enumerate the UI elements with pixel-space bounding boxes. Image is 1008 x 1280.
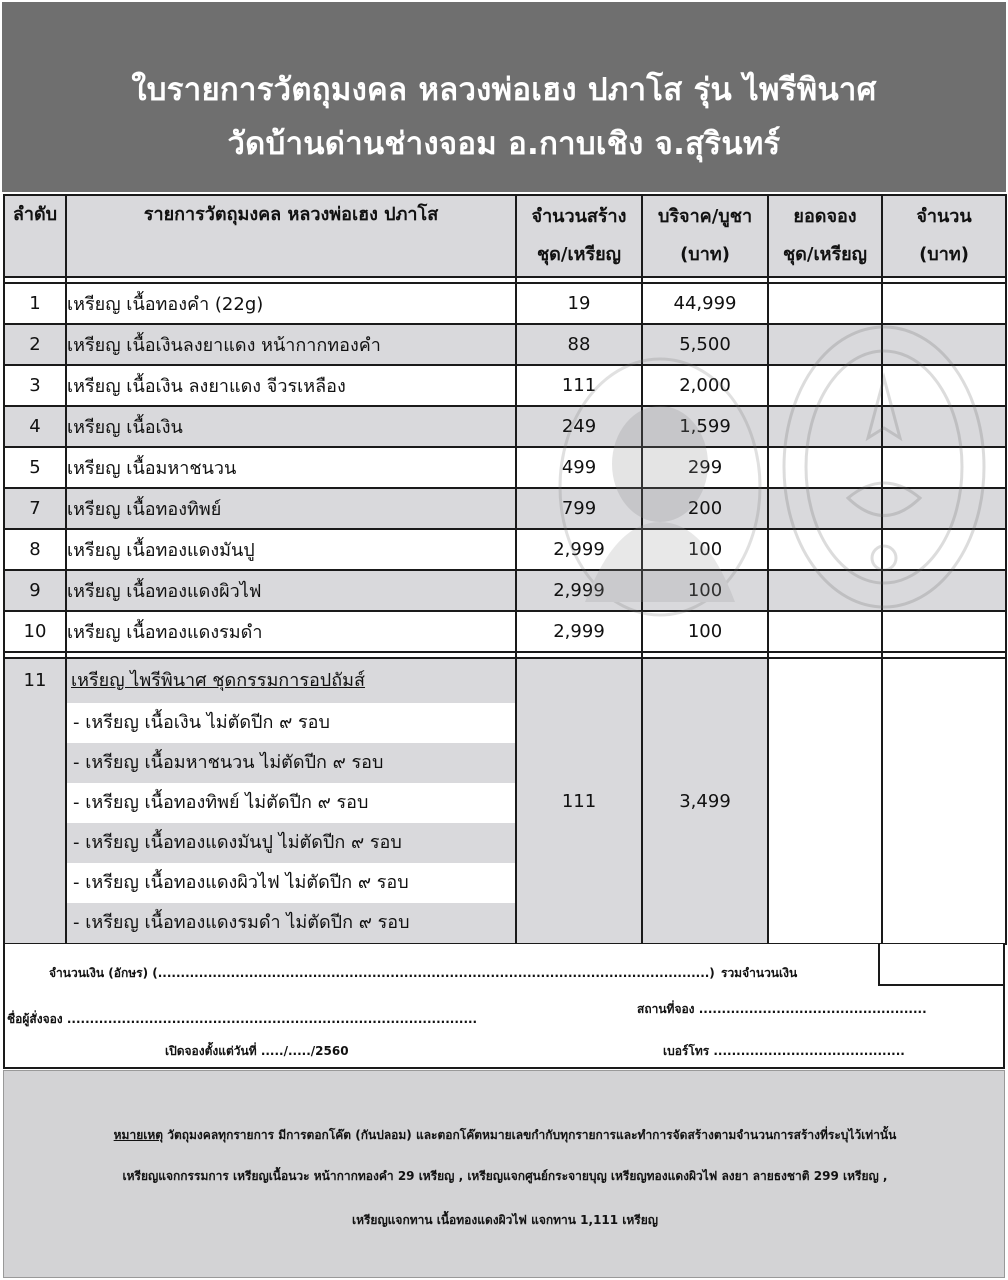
set-title: เหรียญ ไพรีพินาศ ชุดกรรมการอปถัมส์ bbox=[71, 670, 365, 691]
table-row bbox=[4, 447, 1006, 488]
set-amount-input[interactable] bbox=[882, 658, 1006, 944]
header-qty: จำนวนสร้าง ชุด/เหรียญ bbox=[516, 195, 642, 277]
row-qty: 2,999 bbox=[516, 529, 642, 570]
title-banner bbox=[2, 2, 1006, 192]
row-order-input[interactable] bbox=[768, 611, 882, 652]
row-amount-input[interactable] bbox=[882, 488, 1006, 529]
row-amount-input[interactable] bbox=[882, 406, 1006, 447]
row-price: 100 bbox=[642, 611, 768, 652]
row-name: เหรียญ เนื้อทองแดงรมดำ bbox=[66, 611, 516, 652]
table-row bbox=[4, 324, 1006, 365]
note-label: หมายเหตุ bbox=[113, 1128, 164, 1142]
row-qty: 499 bbox=[516, 447, 642, 488]
table-row bbox=[4, 283, 1006, 324]
row-no: 9 bbox=[4, 570, 66, 611]
row-no: 3 bbox=[4, 365, 66, 406]
title-line-1: ใบรายการวัตถุมงคล หลวงพ่อเฮง ปภาโส รุ่น ไพรีพินาศ bbox=[131, 72, 877, 108]
row-qty: 19 bbox=[516, 283, 642, 324]
row-name: เหรียญ เนื้อเงิน bbox=[66, 406, 516, 447]
row-name: เหรียญ เนื้อทองทิพย์ bbox=[66, 488, 516, 529]
row-order-input[interactable] bbox=[768, 570, 882, 611]
row-order-input[interactable] bbox=[768, 324, 882, 365]
table-row bbox=[4, 365, 1006, 406]
row-qty: 2,999 bbox=[516, 611, 642, 652]
row-price: 200 bbox=[642, 488, 768, 529]
row-name: เหรียญ เนื้อเงิน ลงยาแดง จีวรเหลือง bbox=[66, 365, 516, 406]
set-order-input[interactable] bbox=[768, 658, 882, 944]
row-no: 10 bbox=[4, 611, 66, 652]
row-amount-input[interactable] bbox=[882, 324, 1006, 365]
list-item: - เหรียญ เนื้อทองแดงผิวไฟ ไม่ตัดปีก ๙ รอบ bbox=[67, 863, 515, 903]
row-name: เหรียญ เนื้อทองคำ (22g) bbox=[66, 283, 516, 324]
row-qty: 799 bbox=[516, 488, 642, 529]
table-row bbox=[4, 406, 1006, 447]
list-item: - เหรียญ เนื้อทองแดงมันปู ไม่ตัดปีก ๙ รอบ bbox=[67, 823, 515, 863]
note-text-1: วัตถุมงคลทุกรายการ มีการตอกโค๊ต (กันปลอม) และตอกโค๊ตหมายเลขกำกับทุกรายการและทำการจัดสร้างตามจำนวนการสร้างที่ระบุไว้เท่านั้น bbox=[163, 1128, 897, 1142]
note-line-1 bbox=[4, 1126, 1006, 1145]
orderer-name-field[interactable]: ชื่อผู้สั่งจอง .......................................................................................... bbox=[7, 1012, 478, 1026]
row-no: 4 bbox=[4, 406, 66, 447]
row-order-input[interactable] bbox=[768, 529, 882, 570]
row-no: 5 bbox=[4, 447, 66, 488]
header-no: ลำดับ bbox=[4, 195, 66, 277]
total-amount-box[interactable] bbox=[878, 944, 1005, 986]
place-field[interactable]: สถานที่จอง .................................................. bbox=[637, 1002, 927, 1016]
row-name: เหรียญ เนื้อมหาชนวน bbox=[66, 447, 516, 488]
set-price: 3,499 bbox=[642, 658, 768, 944]
row-no: 7 bbox=[4, 488, 66, 529]
row-amount-input[interactable] bbox=[882, 570, 1006, 611]
table-row bbox=[4, 570, 1006, 611]
set-items-cell bbox=[66, 658, 516, 944]
items-table bbox=[3, 194, 1007, 945]
list-item: - เหรียญ เนื้อมหาชนวน ไม่ตัดปีก ๙ รอบ bbox=[67, 743, 515, 783]
row-no: 11 bbox=[4, 658, 66, 944]
row-price: 100 bbox=[642, 529, 768, 570]
row-price: 1,599 bbox=[642, 406, 768, 447]
list-item: - เหรียญ เนื้อทองทิพย์ ไม่ตัดปีก ๙ รอบ bbox=[67, 783, 515, 823]
note-line-3: เหรียญแจกทาน เนื้อทองแดงผิวไฟ แจกทาน 1,111 เหรียญ bbox=[351, 1213, 659, 1227]
row-order-input[interactable] bbox=[768, 447, 882, 488]
list-item: - เหรียญ เนื้อทองแดงรมดำ ไม่ตัดปีก ๙ รอบ bbox=[67, 903, 515, 943]
set-qty: 111 bbox=[516, 658, 642, 944]
row-qty: 88 bbox=[516, 324, 642, 365]
row-order-input[interactable] bbox=[768, 365, 882, 406]
table-row bbox=[4, 488, 1006, 529]
row-order-input[interactable] bbox=[768, 406, 882, 447]
header-price: บริจาค/บูชา (บาท) bbox=[642, 195, 768, 277]
header-order: ยอดจอง ชุด/เหรียญ bbox=[768, 195, 882, 277]
row-no: 1 bbox=[4, 283, 66, 324]
list-item: - เหรียญ เนื้อเงิน ไม่ตัดปีก ๙ รอบ bbox=[67, 703, 515, 743]
row-order-input[interactable] bbox=[768, 283, 882, 324]
row-price: 44,999 bbox=[642, 283, 768, 324]
header-item: รายการวัตถุมงคล หลวงพ่อเฮง ปภาโส bbox=[66, 195, 516, 277]
open-date-text: เปิดจองตั้งแต่วันที่ ...../...../2560 bbox=[165, 1044, 349, 1058]
row-name: เหรียญ เนื้อทองแดงมันปู bbox=[66, 529, 516, 570]
row-name: เหรียญ เนื้อทองแดงผิวไฟ bbox=[66, 570, 516, 611]
row-price: 299 bbox=[642, 447, 768, 488]
row-qty: 249 bbox=[516, 406, 642, 447]
row-no: 2 bbox=[4, 324, 66, 365]
total-label: รวมจำนวนเงิน bbox=[721, 966, 798, 980]
row-amount-input[interactable] bbox=[882, 447, 1006, 488]
amount-words-field[interactable]: จำนวนเงิน (อักษร) (.........................................................................................................................) bbox=[49, 966, 715, 980]
table-row-set bbox=[4, 658, 1006, 944]
row-price: 5,500 bbox=[642, 324, 768, 365]
row-qty: 111 bbox=[516, 365, 642, 406]
row-qty: 2,999 bbox=[516, 570, 642, 611]
row-amount-input[interactable] bbox=[882, 611, 1006, 652]
table-row bbox=[4, 611, 1006, 652]
order-form bbox=[3, 944, 1005, 1069]
note-line-2: เหรียญแจกกรรมการ เหรียญเนื้อนวะ หน้ากากทองคำ 29 เหรียญ , เหรียญแจกศูนย์กระจายบุญ เหรียญทองแดงผิวไฟ ลงยา ลายธงชาติ 299 เหรียญ , bbox=[122, 1169, 888, 1183]
row-amount-input[interactable] bbox=[882, 365, 1006, 406]
row-name: เหรียญ เนื้อเงินลงยาแดง หน้ากากทองคำ bbox=[66, 324, 516, 365]
phone-field[interactable]: เบอร์โทร .......................................... bbox=[663, 1044, 905, 1058]
row-price: 2,000 bbox=[642, 365, 768, 406]
row-amount-input[interactable] bbox=[882, 283, 1006, 324]
row-order-input[interactable] bbox=[768, 488, 882, 529]
title-line-2: วัดบ้านด่านช่างจอม อ.กาบเชิง จ.สุรินทร์ bbox=[227, 126, 781, 162]
row-no: 8 bbox=[4, 529, 66, 570]
row-price: 100 bbox=[642, 570, 768, 611]
table-row bbox=[4, 529, 1006, 570]
note-section bbox=[3, 1070, 1005, 1278]
row-amount-input[interactable] bbox=[882, 529, 1006, 570]
header-amount: จำนวน (บาท) bbox=[882, 195, 1006, 277]
